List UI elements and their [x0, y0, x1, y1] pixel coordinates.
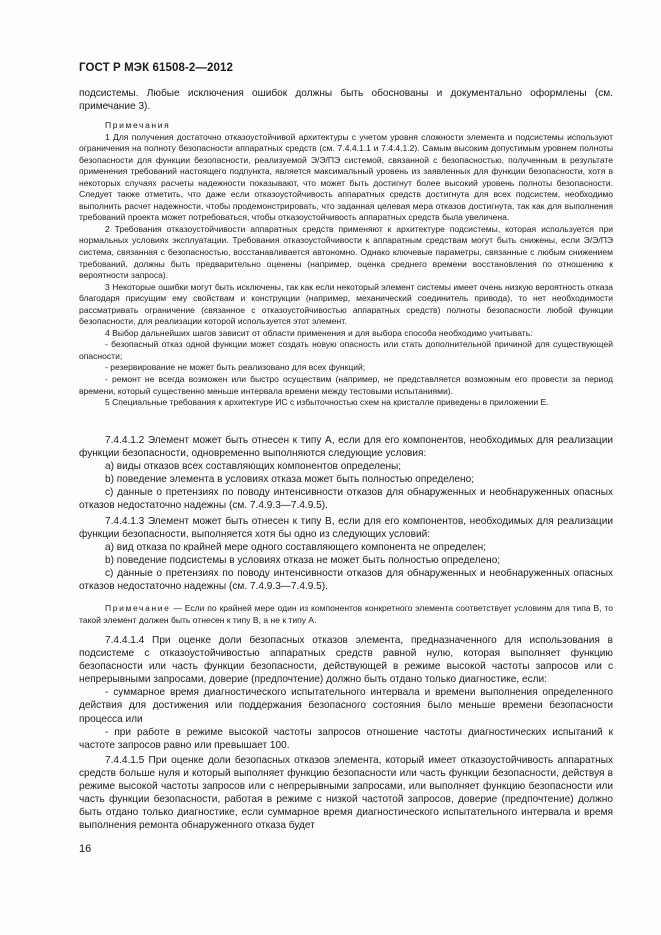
single-note-label: Примечание	[105, 603, 171, 613]
note-list-item-3: - ремонт не всегда возможен или быстро осуществим (например, не представляется возможным его провести за период времени, который существенно меньше интервала времени между тестовыми испытаниями).	[79, 374, 613, 396]
notes-block	[79, 120, 613, 409]
intro-paragraph	[79, 87, 613, 113]
section-7-4-4-1-2	[79, 434, 613, 513]
document-header: ГОСТ Р МЭК 61508-2—2012	[79, 62, 233, 74]
section-7-4-4-1-5	[79, 754, 613, 833]
section-7-4-4-1-4	[79, 634, 613, 752]
note-paragraph-2: 2 Требования отказоустойчивости аппаратных средств применяют к архитектуре подсистемы, которая используется при нормальных условиях эксплуатации. Требования отказоустойчивости к аппаратным средствам могут быть снижены, если Э/Э/ПЭ система, связанная с безопасностью, восстанавливается автономно. Однако ключевые параметры, связанные с любым снижением требований, должны быть предварительно оценены (например, оценка среднего времени восстановления по отношению к вероятности запроса).	[79, 223, 613, 281]
section-1-3-item-b: b) поведение подсистемы в условиях отказа не может быть полностью определено;	[105, 555, 501, 567]
section-1-3-item-c: c) данные о претензиях по поводу интенсивности отказов для обнаруженных и необнаруженных опасных отказов недостаточно надежны (см. 7.4.9.3—7.4.9.5).	[79, 568, 613, 593]
intro-text: подсистемы. Любые исключения ошибок должны быть обоснованы и документально оформлены (см. примечание 3).	[79, 88, 613, 113]
section-1-4-item-1: - суммарное время диагностического испытательного интервала и времени выполнения определенного действия для достижения или поддержания безопасного состояния было меньше времени безопасности процесса или	[79, 687, 613, 725]
note-paragraph-3: 3 Некоторые ошибки могут быть исключены, так как если некоторый элемент системы имеет очень низкую вероятность отказа благодаря присущим ему свойствам и конструкции (например, механический соединитель привода), то нет необходимости рассматривать ограничение (связанное с отказоустойчивостью аппаратных средств) полноты безопасности любой функции безопасности, для реализации которой используется этот элемент.	[79, 281, 613, 327]
single-note-text	[79, 603, 613, 626]
section-1-4-item-2: - при работе в режиме высокой частоты запросов отношение частоты диагностических испытаний к частоте запросов равно или превышает 100.	[79, 726, 613, 751]
single-note-body: — Если по крайней мере один из компонентов конкретного элемента соответствует условиям для типа В, то такой элемент должен быть отнесен к типу В, а не к типу А.	[79, 603, 613, 625]
note-list-item-2: - резервирование не может быть реализовано для всех функций;	[105, 362, 366, 373]
section-1-2-item-a: a) виды отказов всех составляющих компонентов определены;	[105, 461, 402, 473]
single-note	[79, 603, 613, 626]
note-list-item-1: - безопасный отказ одной функции может создать новую опасность или стать дополнительной причиной для существующей опасности;	[79, 339, 613, 361]
section-1-3-text: 7.4.4.1.3 Элемент может быть отнесен к типу В, если для его компонентов, необходимых для реализации функции безопасности, выполняется хотя бы одно из следующих условий:	[79, 516, 613, 541]
note-paragraph-1: 1 Для получения достаточно отказоустойчивой архитектуры с учетом уровня сложности элемента и подсистемы используют ограничения на полноту безопасности аппаратных средств (см. 7.4.4.1.1 и 7.4.4.1.2). Самым высоким допустимым уровнем полноты безопасности для функции безопасности, реализуемой Э/Э/ПЭ системой, связанной с безопасностью, полученным в результате применения требований настоящего подпункта, является максимальный уровень из заявленных для функции безопасности, хотя в некоторых случаях расчеты надежности показывают, что может быть достигнут более высокий уровень полноты безопасности. Следует также отметить, что даже если отказоустойчивость аппаратных средств достигнута для всех подсистем, необходимо выполнить расчет надежности, чтобы продемонстрировать, что заданная целевая мера отказов достигнута, так как для выполнения требований проекта может потребоваться, чтобы отказоустойчивость аппаратных средств была увеличена.	[79, 131, 613, 223]
section-1-4-text: 7.4.4.1.4 При оценке доли безопасных отказов элемента, предназначенного для использования в подсистеме с отказоустойчивостью аппаратных средств равной нулю, которая выполняет функцию безопасности или часть функции безопасности, действующей в режиме высокой частоты запросов или с непрерывными запросами, доверие (предпочтение) должно быть отдано только диагностике, если:	[79, 635, 613, 686]
notes-heading: Примечания	[105, 120, 171, 130]
section-1-2-text: 7.4.4.1.2 Элемент может быть отнесен к типу А, если для его компонентов, необходимых для реализации функции безопасности, одновременно выполняются следующие условия:	[79, 435, 613, 460]
section-7-4-4-1-3	[79, 515, 613, 594]
note-paragraph-4: 4 Выбор дальнейших шагов зависит от области применения и для выбора способа необходимо учитывать:	[105, 327, 533, 338]
section-1-5-text: 7.4.4.1.5 При оценке доли безопасных отказов элемента, который имеет отказоустойчивость аппаратных средств больше нуля и который выполняет функцию безопасности или часть функции безопасности, действуя в режиме высокой частоты запросов или с непрерывными запросами, или выполняет функцию безопасности или часть функции безопасности, работая в режиме с низкой частотой запросов, доверие (предпочтение) должно быть отдано только диагностике, если суммарное время диагностического испытательного интервала и время выполнения ремонта обнаруженного отказа будет	[79, 755, 613, 832]
section-1-3-item-a: a) вид отказа по крайней мере одного составляющего компонента не определен;	[105, 542, 487, 554]
section-1-2-item-c: c) данные о претензиях по поводу интенсивности отказов для обнаруженных и необнаруженных опасных отказов недостаточно надежны (см. 7.4.9.3—7.4.9.5).	[79, 487, 613, 512]
page-number: 16	[79, 843, 92, 855]
note-paragraph-5: 5 Специальные требования к архитектуре ИС с избыточностью схем на кристалле приведены в приложении Е.	[105, 397, 549, 408]
section-1-2-item-b: b) поведение элемента в условиях отказа может быть полностью определено;	[105, 474, 475, 486]
